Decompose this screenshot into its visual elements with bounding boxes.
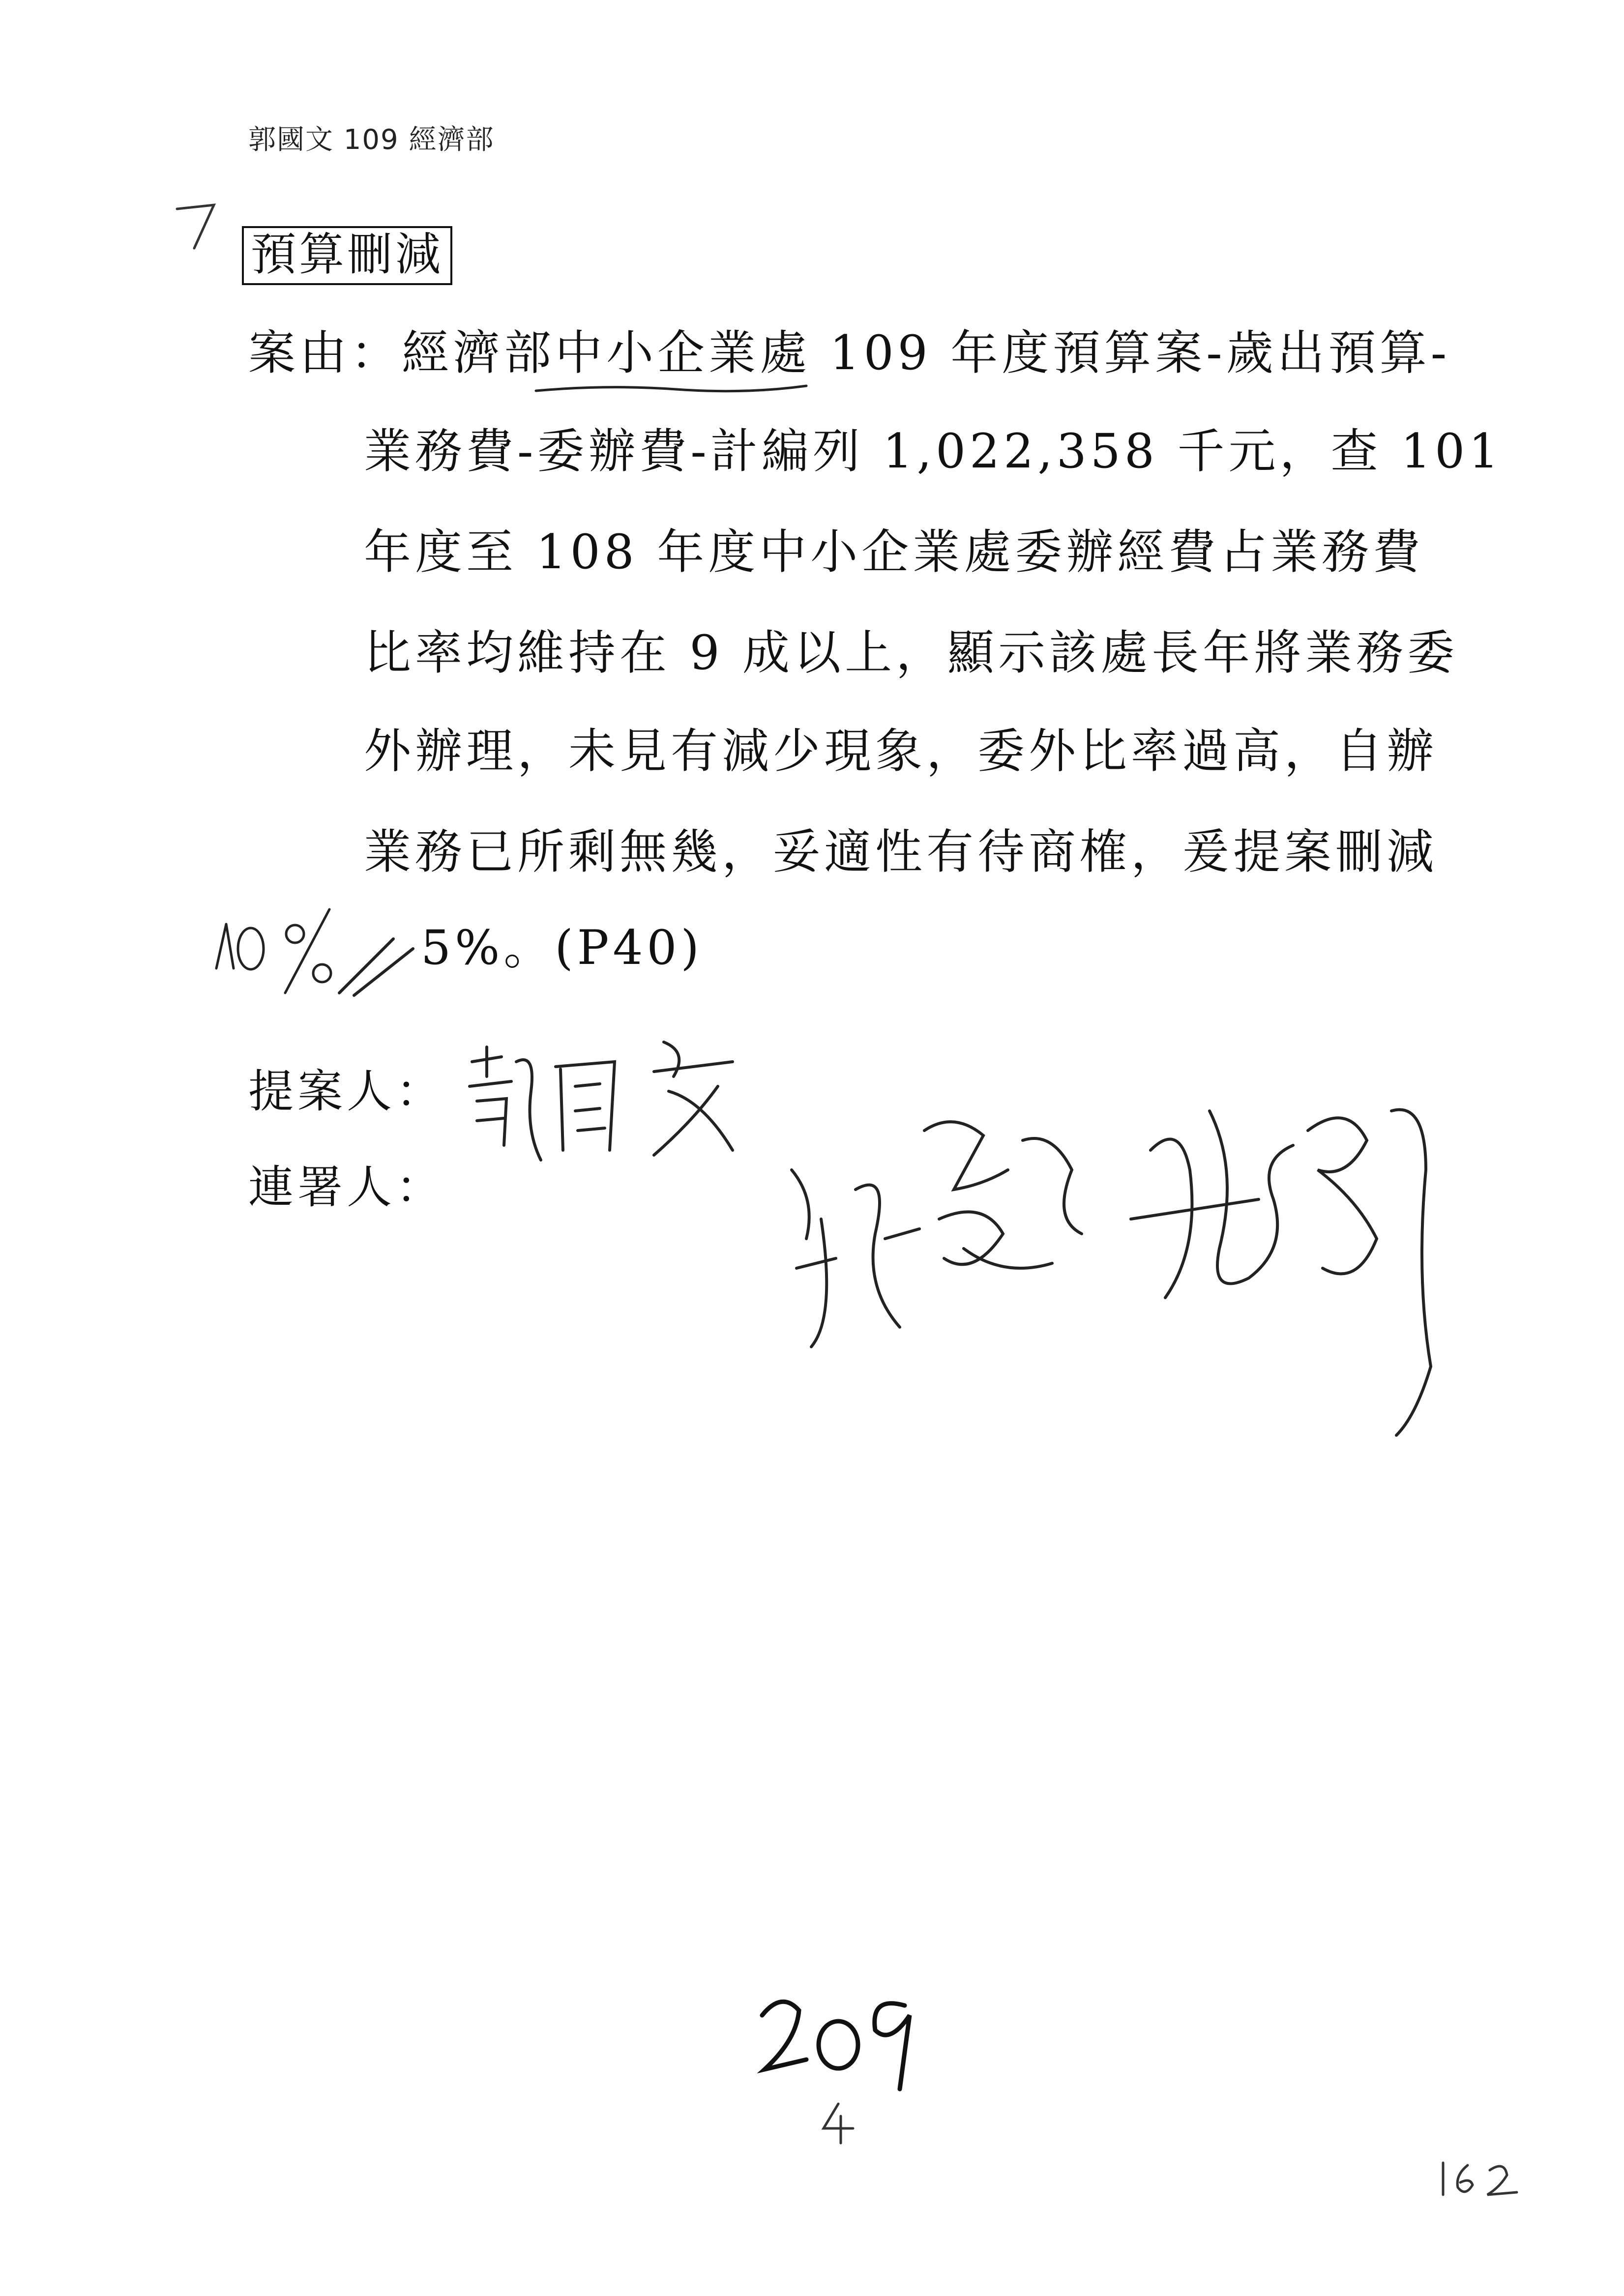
document-header: 郭國文 109 經濟部: [248, 124, 495, 156]
cosigner-signature: [777, 1072, 1573, 1447]
budget-cut-tag: 預算刪減: [242, 226, 452, 285]
cosigner-label: 連署人：: [248, 1161, 445, 1214]
proposer-label: 提案人：: [248, 1065, 445, 1118]
underline-mark: [533, 378, 809, 400]
case-line-5: 外辦理，未見有減少現象，委外比率過高，自辦: [364, 724, 1438, 779]
case-line-7: 5%。(P40): [421, 920, 703, 975]
handwritten-page-total: [752, 1986, 929, 2096]
case-line-6: 業務已所剩無幾，妥適性有待商榷，爰提案刪減: [364, 824, 1438, 879]
case-line-2: 業務費-委辦費-計編列 1,022,358 千元，查 101: [364, 424, 1503, 479]
case-line-4: 比率均維持在 9 成以上，顯示該處長年將業務委: [364, 625, 1459, 680]
handwritten-amount-correction: [207, 895, 438, 1010]
handwritten-page-sub: [819, 2101, 858, 2148]
handwritten-item-number: [172, 199, 226, 255]
handwritten-page-corner: [1436, 2155, 1524, 2202]
case-line-1: 案由：經濟部中小企業處 109 年度預算案-歲出預算-: [248, 325, 1451, 380]
case-line-3: 年度至 108 年度中小企業處委辦經費占業務費: [364, 524, 1424, 580]
proposer-signature: [457, 1032, 762, 1192]
